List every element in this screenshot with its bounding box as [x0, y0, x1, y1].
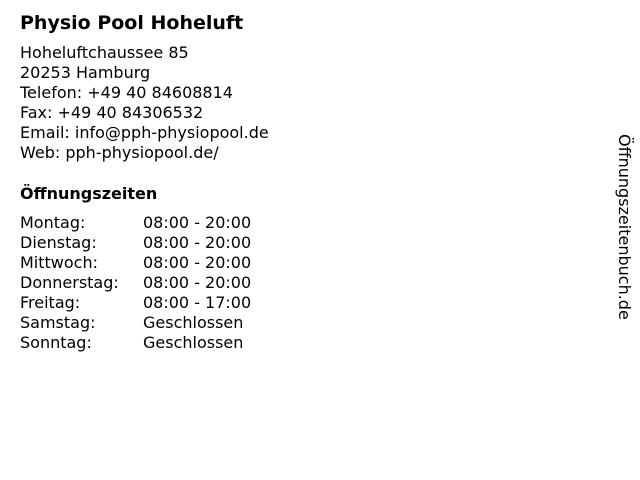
day-label: Montag:	[20, 213, 86, 232]
day-label: Mittwoch:	[20, 253, 98, 272]
day-label: Sonntag:	[20, 333, 92, 352]
hours-row-sunday	[20, 333, 251, 353]
email-address: Email: info@pph-physiopool.de	[20, 123, 269, 142]
hours-row-tuesday	[20, 233, 251, 253]
hours-value: 08:00 - 20:00	[143, 253, 252, 272]
hours-row-thursday	[20, 273, 251, 293]
fax-number: Fax: +49 40 84306532	[20, 103, 204, 122]
hours-heading: Öffnungszeiten	[20, 184, 158, 203]
hours-value: Geschlossen	[143, 313, 244, 332]
contact-block	[20, 43, 269, 163]
business-name: Physio Pool Hoheluft	[20, 12, 244, 34]
hours-row-saturday	[20, 313, 251, 333]
hours-value: 08:00 - 20:00	[143, 233, 252, 252]
address-street: Hoheluftchaussee 85	[20, 43, 189, 62]
site-watermark: Öffnungszeitenbuch.de	[615, 134, 634, 320]
day-label: Donnerstag:	[20, 273, 119, 292]
hours-row-monday	[20, 213, 251, 233]
hours-table	[20, 213, 251, 353]
address-city: 20253 Hamburg	[20, 63, 151, 82]
day-label: Freitag:	[20, 293, 81, 312]
hours-value: 08:00 - 20:00	[143, 273, 252, 292]
hours-value: 08:00 - 17:00	[143, 293, 252, 312]
hours-row-friday	[20, 293, 251, 313]
phone-number: Telefon: +49 40 84608814	[20, 83, 233, 102]
hours-value: 08:00 - 20:00	[143, 213, 252, 232]
day-label: Samstag:	[20, 313, 96, 332]
day-label: Dienstag:	[20, 233, 97, 252]
hours-value: Geschlossen	[143, 333, 244, 352]
hours-row-wednesday	[20, 253, 251, 273]
website-address: Web: pph-physiopool.de/	[20, 143, 219, 162]
